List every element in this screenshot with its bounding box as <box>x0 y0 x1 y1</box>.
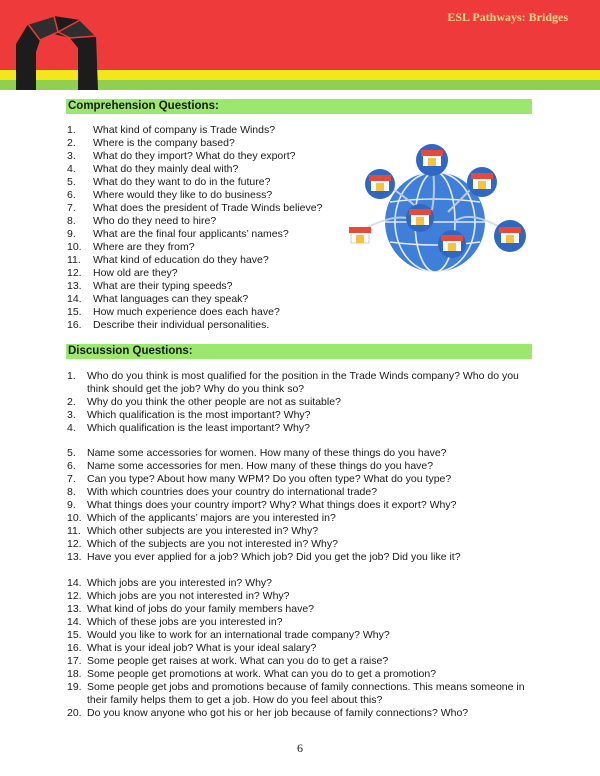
list-item <box>67 512 537 525</box>
list-item <box>67 124 367 137</box>
list-item <box>67 396 537 409</box>
item-number: 9. <box>67 228 76 240</box>
item-number: 14. <box>67 577 82 589</box>
item-number: 12. <box>67 538 82 550</box>
list-item <box>67 551 537 564</box>
item-number: 13. <box>67 551 82 563</box>
list-item <box>67 486 537 499</box>
item-text: Which jobs are you interested in? Why? <box>87 577 273 589</box>
item-number: 4. <box>67 163 76 175</box>
item-text: Do you know anyone who got his or her job because of family connections? Who? <box>87 707 469 719</box>
list-item <box>67 642 537 655</box>
comprehension-heading: Comprehension Questions: <box>66 99 532 114</box>
list-item <box>67 306 367 319</box>
item-text: Why do you think the other people are not as suitable? <box>87 396 341 408</box>
item-text: With which countries does your country do international trade? <box>87 486 378 498</box>
item-text: Have you ever applied for a job? Which job? Did you get the job? Did you like it? <box>87 551 461 563</box>
arch-logo-icon <box>14 14 100 90</box>
item-text: What do they want to do in the future? <box>93 176 271 188</box>
item-number: 16. <box>67 319 82 331</box>
item-number: 5. <box>67 176 76 188</box>
list-item <box>67 176 367 189</box>
item-text: Where are they from? <box>93 241 195 253</box>
item-text: Where would they like to do business? <box>93 189 273 201</box>
page-number: 6 <box>297 741 303 755</box>
item-number: 5. <box>67 447 76 459</box>
list-item <box>67 707 537 720</box>
list-item <box>67 241 367 254</box>
item-text: Which qualification is the least important? Why? <box>87 422 310 434</box>
item-number: 1. <box>67 124 76 136</box>
item-number: 19. <box>67 681 82 693</box>
item-text: Would you like to work for an international trade company? Why? <box>87 629 390 641</box>
item-text: Can you type? About how many WPM? Do you often type? What do you type? <box>87 473 452 485</box>
item-text: What things does your country import? Why? What things does it export? Why? <box>87 499 457 511</box>
item-number: 11. <box>67 525 81 537</box>
item-text: Name some accessories for men. How many of these things do you have? <box>87 460 434 472</box>
item-number: 7. <box>67 473 76 485</box>
discussion-list-group-2 <box>67 447 537 564</box>
item-number: 17. <box>67 655 82 667</box>
item-text: Which jobs are you not interested in? Why? <box>87 590 290 602</box>
list-item <box>67 228 367 241</box>
item-number: 2. <box>67 137 76 149</box>
item-number: 15. <box>67 306 82 318</box>
item-text: Which of the applicants’ majors are you interested in? <box>87 512 336 524</box>
item-number: 8. <box>67 486 76 498</box>
item-text: Some people get promotions at work. What can you do to get a promotion? <box>87 668 437 680</box>
item-number: 10. <box>67 241 82 253</box>
list-item <box>67 370 537 396</box>
list-item <box>67 215 367 228</box>
list-item <box>67 525 537 538</box>
item-number: 3. <box>67 150 76 162</box>
item-number: 11. <box>67 254 81 266</box>
list-item <box>67 668 537 681</box>
item-number: 6. <box>67 189 76 201</box>
item-number: 12. <box>67 590 82 602</box>
list-item <box>67 655 537 668</box>
list-item <box>67 577 537 590</box>
list-item <box>67 163 367 176</box>
item-text: Some people get jobs and promotions because of family connections. This means someone in their family helps them to get a job. How do you feel about this? <box>87 681 525 706</box>
item-text: What do they mainly deal with? <box>93 163 239 175</box>
list-item <box>67 319 367 332</box>
item-number: 1. <box>67 370 76 382</box>
item-text: Name some accessories for women. How many of these things do you have? <box>87 447 447 459</box>
list-item <box>67 409 537 422</box>
item-text: What are the final four applicants’ names? <box>93 228 289 240</box>
item-number: 9. <box>67 499 76 511</box>
item-text: What does the president of Trade Winds believe? <box>93 202 323 214</box>
item-text: How much experience does each have? <box>93 306 280 318</box>
item-text: What languages can they speak? <box>93 293 249 305</box>
item-text: Some people get raises at work. What can you do to get a raise? <box>87 655 389 667</box>
item-number: 2. <box>67 396 76 408</box>
item-text: What is your ideal job? What is your ideal salary? <box>87 642 317 654</box>
list-item <box>67 202 367 215</box>
list-item <box>67 254 367 267</box>
item-text: Describe their individual personalities. <box>93 319 270 331</box>
item-number: 4. <box>67 422 76 434</box>
list-item <box>67 293 367 306</box>
item-text: What are their typing speeds? <box>93 280 233 292</box>
item-number: 15. <box>67 629 82 641</box>
item-number: 10. <box>67 512 82 524</box>
item-number: 3. <box>67 409 76 421</box>
item-text: What do they import? What do they export? <box>93 150 296 162</box>
discussion-heading: Discussion Questions: <box>66 344 532 359</box>
item-number: 16. <box>67 642 82 654</box>
item-text: Who do they need to hire? <box>93 215 217 227</box>
list-item <box>67 267 367 280</box>
item-text: What kind of education do they have? <box>93 254 269 266</box>
list-item <box>67 473 537 486</box>
item-text: What kind of company is Trade Winds? <box>93 124 276 136</box>
list-item <box>67 590 537 603</box>
item-number: 6. <box>67 460 76 472</box>
list-item <box>67 447 537 460</box>
list-item <box>67 603 537 616</box>
item-number: 8. <box>67 215 76 227</box>
item-text: Which qualification is the most important? Why? <box>87 409 311 421</box>
list-item <box>67 460 537 473</box>
item-number: 13. <box>67 280 82 292</box>
item-text: Where is the company based? <box>93 137 235 149</box>
list-item <box>67 280 367 293</box>
item-text: What kind of jobs do your family members have? <box>87 603 315 615</box>
list-item <box>67 189 367 202</box>
item-text: Which of the subjects are you not interested in? Why? <box>87 538 338 550</box>
item-text: Who do you think is most qualified for the position in the Trade Winds company? Who do you think should get the job? Why do you think so? <box>87 370 519 395</box>
item-number: 20. <box>67 707 82 719</box>
item-text: Which other subjects are you interested in? Why? <box>87 525 319 537</box>
discussion-list-group-3 <box>67 577 537 720</box>
list-item <box>67 499 537 512</box>
list-item <box>67 150 367 163</box>
item-number: 7. <box>67 202 76 214</box>
item-number: 14. <box>67 293 82 305</box>
item-text: How old are they? <box>93 267 178 279</box>
item-number: 14. <box>67 616 82 628</box>
item-text: Which of these jobs are you interested in? <box>87 616 283 628</box>
list-item <box>67 681 537 707</box>
list-item <box>67 538 537 551</box>
list-item <box>67 629 537 642</box>
list-item <box>67 616 537 629</box>
item-number: 12. <box>67 267 82 279</box>
item-number: 18. <box>67 668 82 680</box>
list-item <box>67 422 537 435</box>
item-number: 13. <box>67 603 82 615</box>
comprehension-list <box>67 124 367 332</box>
global-trade-globe-icon <box>340 140 530 280</box>
brand-title: ESL Pathways: Bridges <box>447 10 568 24</box>
list-item <box>67 137 367 150</box>
discussion-list-group-1 <box>67 370 537 435</box>
